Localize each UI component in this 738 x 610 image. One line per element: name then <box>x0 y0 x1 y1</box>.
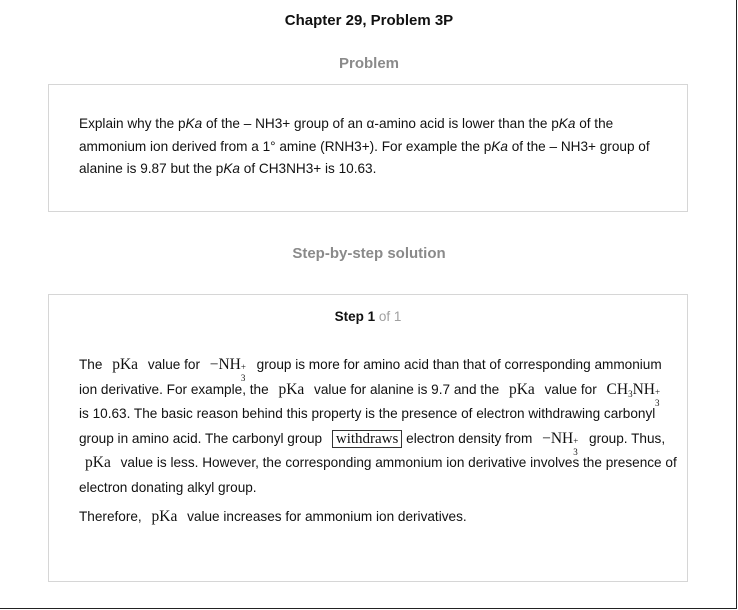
formula-sup: + <box>573 435 579 446</box>
text-part: value for alanine is 9.7 and the <box>314 381 500 397</box>
step-label <box>49 309 687 324</box>
formula-sub: 3 <box>573 446 578 457</box>
solution-box <box>48 294 688 582</box>
solution-text <box>79 353 679 529</box>
formula-subsup <box>573 435 579 457</box>
text-part: value increases for ammonium ion derivatives. <box>187 508 467 524</box>
formula-sub: 3 <box>628 388 633 399</box>
nh3-formula <box>542 429 579 457</box>
text-part: group. Thus, <box>589 430 666 446</box>
withdraws-boxed-word: withdraws <box>332 430 403 448</box>
problem-heading: Problem <box>338 55 399 72</box>
problem-text-part: Explain why the p <box>79 116 186 131</box>
formula-main: −NH <box>542 429 574 447</box>
problem-text-part: of the ammonium ion derived from a 1° amine (RNH3+). For example the p <box>79 116 614 154</box>
ka-italic: Ka <box>223 161 240 176</box>
text-part: is 10.63. The basic reason behind this property is the presence of electron withdrawing carbonyl group in amino acid. The carbonyl group <box>79 406 656 446</box>
text-part: value for <box>147 357 200 372</box>
text-part: value for <box>544 381 597 397</box>
text-part: group is more for amino acid than that of corresponding ammonium ion derivative. For example, the <box>79 357 662 397</box>
text-part: electron density from <box>406 430 533 446</box>
formula-main: −NH <box>209 356 241 373</box>
problem-text-part: of the – NH3+ group of an α-amino acid is lower than the p <box>202 116 559 131</box>
problem-text <box>79 113 669 181</box>
pka-formula: pKa <box>508 380 535 398</box>
ka-italic: Ka <box>558 116 576 131</box>
formula-main: CH <box>606 380 629 398</box>
pka-formula: pKa <box>85 454 111 472</box>
step-total: of 1 <box>375 309 402 324</box>
text-part: Therefore, <box>79 508 142 524</box>
formula-sub: 3 <box>654 397 660 408</box>
pka-formula: pKa <box>151 507 178 525</box>
formula-sup: + <box>240 362 246 372</box>
problem-text-part: of the – NH3+ group of alanine is 9.87 but the p <box>79 138 650 176</box>
pka-formula: pKa <box>112 356 139 373</box>
formula-main: NH <box>632 380 655 398</box>
problem-box <box>48 84 688 212</box>
formula-subsup <box>654 386 661 408</box>
ka-italic: Ka <box>491 138 508 154</box>
text-part: value is less. However, the corresponding ammonium ion derivative involves the presence of electron donating alkyl group. <box>79 455 677 495</box>
ch3nh3-formula <box>606 380 661 408</box>
formula-sub: 3 <box>240 373 246 383</box>
problem-text-part: of CH3NH3+ is 10.63. <box>240 161 377 176</box>
ka-italic: Ka <box>185 116 203 131</box>
formula-subsup <box>240 362 247 383</box>
step-number: Step 1 <box>334 309 376 324</box>
nh3-formula <box>209 356 247 383</box>
solution-heading: Step-by-step solution <box>292 245 446 262</box>
solution-conclusion <box>79 505 679 529</box>
text-part: The <box>79 357 103 372</box>
chapter-title: Chapter 29, Problem 3P <box>284 12 454 29</box>
solution-paragraph <box>79 353 679 501</box>
formula-sup: + <box>654 386 661 397</box>
pka-formula: pKa <box>278 380 305 398</box>
